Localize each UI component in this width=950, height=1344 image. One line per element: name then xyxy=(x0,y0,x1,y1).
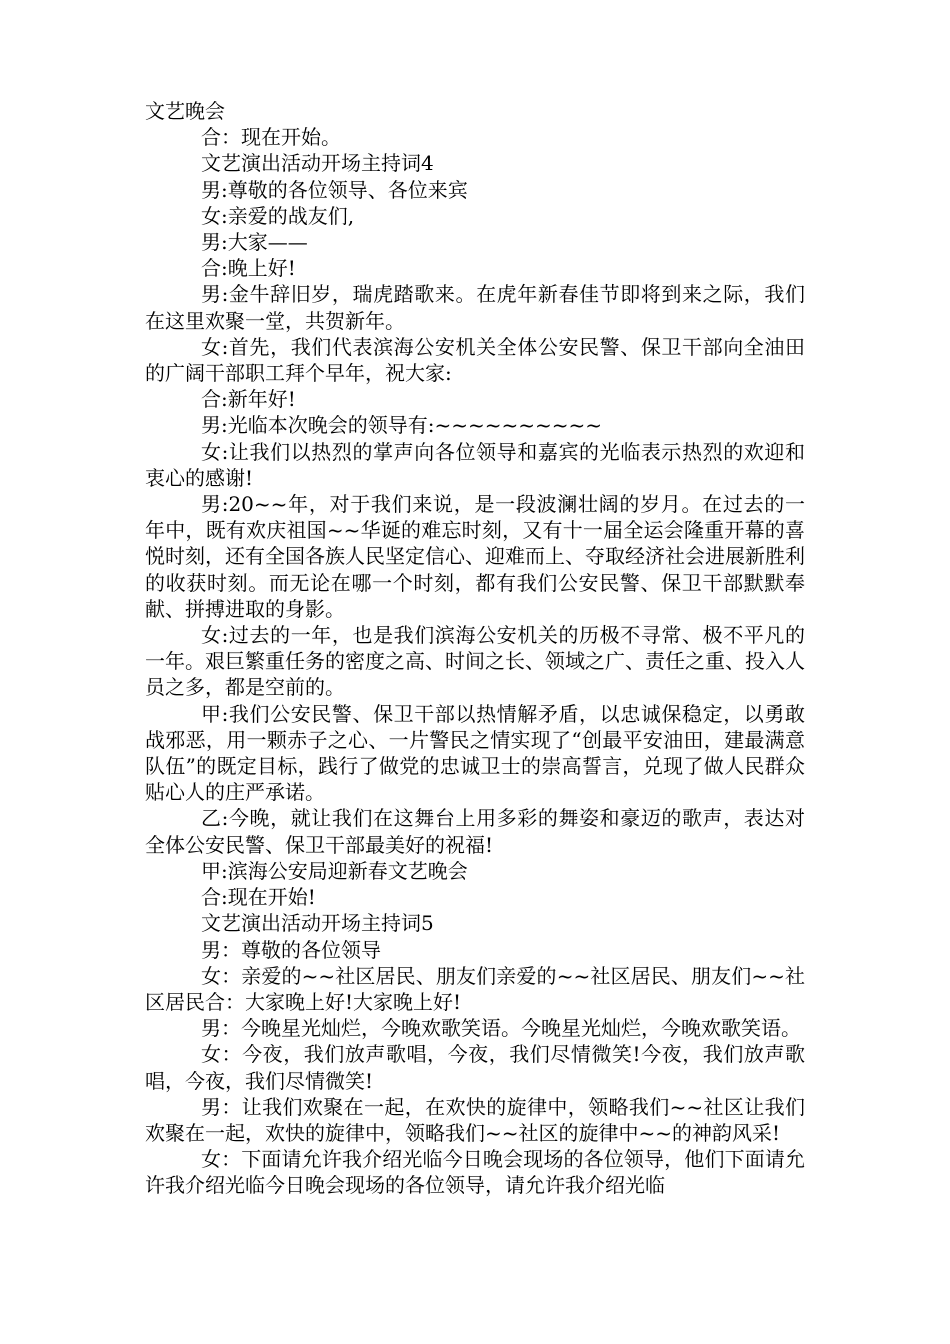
paragraph: 合:现在开始! xyxy=(201,885,316,910)
paragraph: 合:新年好! xyxy=(201,387,296,412)
paragraph: 女:让我们以热烈的掌声向各位领导和嘉宾的光临表示热烈的欢迎和衷心的感谢! xyxy=(145,439,805,490)
paragraph: 女:过去的一年，也是我们滨海公安机关的历极不寻常、极不平凡的一年。艰巨繁重任务的密度之高、时间之长、领域之广、责任之重、投入人员之多，都是空前的。 xyxy=(145,623,805,700)
paragraph: 男:20~~年，对于我们来说，是一段波澜壮阔的岁月。在过去的一年中，既有欢庆祖国~~华诞的难忘时刻，又有十一届全运会隆重开幕的喜悦时刻，还有全国各族人民坚定信心、迎难而上、夺取经济社会进展新胜利的收获时刻。而无论在哪一个时刻，都有我们公安民警、保卫干部默默奉献、拼搏进取的身影。 xyxy=(145,492,805,621)
paragraph: 甲:我们公安民警、保卫干部以热情解矛盾，以忠诚保稳定，以勇敢战邪恶，用一颗赤子之心、一片警民之情实现了“创最平安油田，建最满意队伍”的既定目标，践行了做党的忠诚卫士的崇高誓言，兑现了做人民群众贴心人的庄严承诺。 xyxy=(145,701,805,805)
paragraph: 合:晚上好! xyxy=(201,256,296,281)
paragraph: 男:金牛辞旧岁，瑞虎踏歌来。在虎年新春佳节即将到来之际，我们在这里欢聚一堂，共贺新年。 xyxy=(145,282,805,333)
paragraph: 女：今夜，我们放声歌唱，今夜，我们尽情微笑!今夜，我们放声歌唱，今夜，我们尽情微笑! xyxy=(145,1042,805,1093)
paragraph: 女：下面请允许我介绍光临今日晚会现场的各位领导，他们下面请允许我介绍光临今日晚会现场的各位领导，请允许我介绍光临 xyxy=(145,1147,805,1198)
paragraph: 男：今晚星光灿烂，今晚欢歌笑语。今晚星光灿烂，今晚欢歌笑语。 xyxy=(201,1016,801,1041)
paragraph: 男:光临本次晚会的领导有:~~~~~~~~~~ xyxy=(201,413,603,438)
paragraph: 男：尊敬的各位领导 xyxy=(201,937,381,962)
paragraph: 男:尊敬的各位领导、各位来宾 xyxy=(201,177,468,202)
section-heading: 文艺演出活动开场主持词4 xyxy=(201,151,434,176)
paragraph: 女：亲爱的~~社区居民、朋友们亲爱的~~社区居民、朋友们~~社区居民合：大家晚上好!大家晚上好! xyxy=(145,963,805,1014)
paragraph: 男：让我们欢聚在一起，在欢快的旋律中，领略我们~~社区让我们欢聚在一起，欢快的旋律中，领略我们~~社区的旋律中~~的神韵风采! xyxy=(145,1094,805,1145)
paragraph: 女:首先，我们代表滨海公安机关全体公安民警、保卫干部向全油田的广阔干部职工拜个早年，祝大家: xyxy=(145,334,805,386)
paragraph: 甲:滨海公安局迎新春文艺晚会 xyxy=(201,858,468,883)
document-body xyxy=(145,98,805,1199)
paragraph: 合：现在开始。 xyxy=(201,125,341,150)
paragraph: 男:大家—— xyxy=(201,230,308,255)
section-heading: 文艺演出活动开场主持词5 xyxy=(201,911,434,936)
paragraph: 文艺晚会 xyxy=(145,99,225,123)
paragraph: 乙:今晚，就让我们在这舞台上用多彩的舞姿和豪迈的歌声，表达对全体公安民警、保卫干部最美好的祝福! xyxy=(145,806,805,857)
paragraph: 女:亲爱的战友们, xyxy=(201,203,355,228)
